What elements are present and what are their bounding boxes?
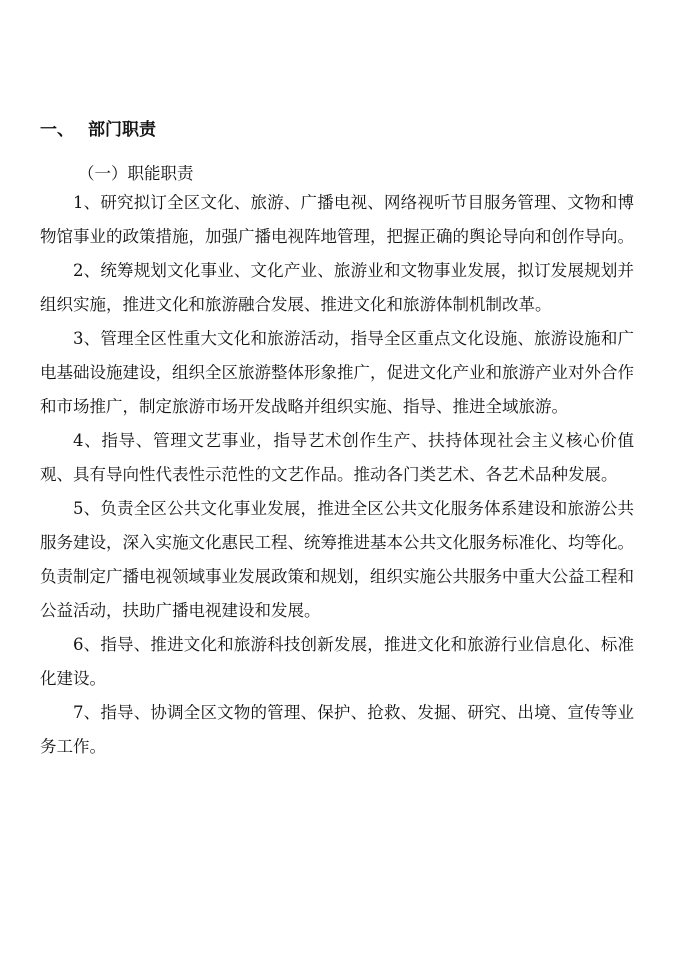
duty-paragraph-5: 5、负责全区公共文化事业发展，推进全区公共文化服务体系建设和旅游公共服务建设，深入实施文化惠民工程、统筹推进基本公共文化服务标准化、均等化。负责制定广播电视领域事业发展政策和规划，组织实施公共服务中重大公益工程和公益活动，扶助广播电视建设和发展。: [40, 499, 634, 620]
duties-list: [40, 186, 634, 764]
duty-paragraph-7: 7、指导、协调全区文物的管理、保护、抢救、发掘、研究、出境、宣传等业务工作。: [40, 703, 634, 756]
duty-paragraph-2: 2、统筹规划文化事业、文化产业、旅游业和文物事业发展，拟订发展规划并组织实施，推进文化和旅游融合发展、推进文化和旅游体制机制改革。: [40, 261, 634, 314]
section-title: 部门职责: [88, 120, 156, 140]
duty-paragraph-4: 4、指导、管理文艺事业，指导艺术创作生产、扶持体现社会主义核心价值观、具有导向性代表性示范性的文艺作品。推动各门类艺术、各艺术品种发展。: [40, 431, 634, 484]
duty-paragraph-3: 3、管理全区性重大文化和旅游活动，指导全区重点文化设施、旅游设施和广电基础设施建设，组织全区旅游整体形象推广，促进文化产业和旅游产业对外合作和市场推广，制定旅游市场开发战略并组织实施、指导、推进全域旅游。: [40, 329, 634, 416]
duty-paragraph-6: 6、指导、推进文化和旅游科技创新发展，推进文化和旅游行业信息化、标准化建设。: [40, 635, 634, 688]
duty-paragraph-1: 1、研究拟订全区文化、旅游、广播电视、网络视听节目服务管理、文物和博物馆事业的政策措施，加强广播电视阵地管理，把握正确的舆论导向和创作导向。: [40, 193, 634, 246]
section-heading: [40, 118, 156, 142]
subsection-heading: （一）职能职责: [78, 164, 194, 183]
section-number: 一、: [40, 120, 74, 140]
